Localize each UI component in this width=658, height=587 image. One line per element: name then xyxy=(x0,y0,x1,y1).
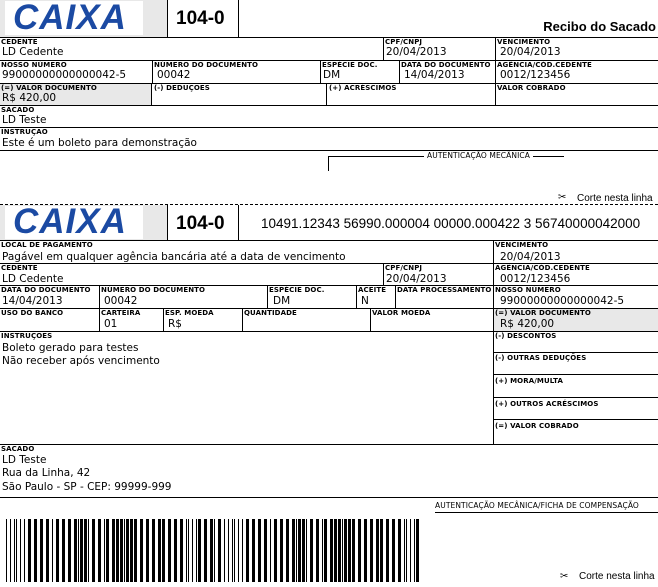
numero-doc-label-2: NÚMERO DO DOCUMENTO xyxy=(101,286,206,294)
cpf-value-2: 20/04/2013 xyxy=(386,273,447,285)
barcode-bar xyxy=(174,519,177,582)
barcode-bar xyxy=(192,519,193,582)
barcode-bar xyxy=(296,519,297,582)
valor-doc-value-2: R$ 420,00 xyxy=(500,318,555,330)
cedente-label: CEDENTE xyxy=(1,38,38,46)
barcode-bar xyxy=(322,519,323,582)
barcode-bar xyxy=(6,519,7,582)
barcode xyxy=(6,519,422,582)
barcode-bar xyxy=(24,519,25,582)
agencia-label-2: AGÊNCIA/CÓD.CEDENTE xyxy=(495,264,590,272)
barcode-bar xyxy=(348,519,351,582)
barcode-bar xyxy=(104,519,105,582)
barcode-bar xyxy=(16,519,17,582)
vencimento-value-2: 20/04/2013 xyxy=(500,251,561,263)
barcode-bar xyxy=(186,519,187,582)
barcode-bar xyxy=(84,519,87,582)
barcode-bar xyxy=(78,519,79,582)
barcode-bar xyxy=(214,519,215,582)
barcode-bar xyxy=(98,519,101,582)
barcode-bar xyxy=(74,519,77,582)
barcode-bar xyxy=(40,519,43,582)
esp-moeda-value: R$ xyxy=(168,318,182,330)
barcode-bar xyxy=(334,519,337,582)
barcode-bar xyxy=(380,519,383,582)
agencia-value-2: 0012/123456 xyxy=(500,273,571,285)
barcode-bar xyxy=(286,519,289,582)
instrucao-value: Este é um boleto para demonstração xyxy=(2,137,197,149)
barcode-bar xyxy=(376,519,379,582)
cpf-label-2: CPF/CNPJ xyxy=(385,264,423,272)
barcode-bar xyxy=(224,519,225,582)
barcode-bar xyxy=(242,519,243,582)
barcode-bar xyxy=(270,519,271,582)
data-documento-label-2: DATA DO DOCUMENTO xyxy=(1,286,91,294)
numero-doc-value: 00042 xyxy=(157,69,191,81)
barcode-bar xyxy=(338,519,341,582)
barcode-bar xyxy=(358,519,361,582)
barcode-bar xyxy=(52,519,53,582)
barcode-bar xyxy=(310,519,313,582)
caixa-logo-text: CAIXA xyxy=(13,1,127,35)
acrescimos-label: (+) ACRÉSCIMOS xyxy=(329,84,397,92)
agencia-label: AGÊNCIA/CÓD.CEDENTE xyxy=(497,61,592,69)
nosso-numero-label-2: NOSSO NÚMERO xyxy=(495,286,561,294)
uso-banco-label: USO DO BANCO xyxy=(1,309,64,317)
descontos-label: (-) DESCONTOS xyxy=(495,332,557,340)
barcode-bar xyxy=(34,519,37,582)
barcode-bar xyxy=(92,519,95,582)
local-pagamento-label: LOCAL DE PAGAMENTO xyxy=(1,241,93,249)
bank-code: 104-0 xyxy=(176,8,225,29)
cedente-label-2: CEDENTE xyxy=(1,264,38,272)
barcode-bar xyxy=(198,519,201,582)
vencimento-label: VENCIMENTO xyxy=(497,38,551,46)
numero-doc-label: NÚMERO DO DOCUMENTO xyxy=(154,61,259,69)
sacado-label-2: SACADO xyxy=(1,445,35,453)
barcode-bar xyxy=(130,519,133,582)
barcode-bar xyxy=(406,519,407,582)
outras-deducoes-label: (-) OUTRAS DEDUÇÕES xyxy=(495,354,587,362)
barcode-bar xyxy=(124,519,125,582)
nosso-numero-label: NOSSO NÚMERO xyxy=(1,61,67,69)
deducoes-label: (-) DEDUÇÕES xyxy=(154,84,210,92)
barcode-bar xyxy=(392,519,395,582)
sacado-nome: LD Teste xyxy=(2,454,47,466)
barcode-bar xyxy=(210,519,213,582)
especie-doc-value-2: DM xyxy=(273,295,291,307)
barcode-bar xyxy=(264,519,267,582)
barcode-bar xyxy=(228,519,229,582)
barcode-bar xyxy=(416,519,419,582)
cedente-value-2: LD Cedente xyxy=(2,273,64,285)
scissors-icon-2: ✂ xyxy=(560,571,569,582)
barcode-bar xyxy=(404,519,405,582)
barcode-bar xyxy=(252,519,255,582)
nosso-numero-value: 99000000000000042-5 xyxy=(2,69,127,81)
carteira-value: 01 xyxy=(104,318,118,330)
barcode-bar xyxy=(410,519,411,582)
aceite-label: ACEITE xyxy=(358,286,387,294)
barcode-bar xyxy=(306,519,307,582)
barcode-bar xyxy=(56,519,59,582)
barcode-bar xyxy=(280,519,283,582)
instrucao-label: INSTRUÇÃO xyxy=(1,128,48,136)
autenticacao-ficha-label: AUTENTICAÇÃO MECÂNICA/FICHA DE COMPENSAÇÃO xyxy=(435,501,639,510)
scissors-icon: ✂ xyxy=(558,192,567,203)
barcode-bar xyxy=(370,519,373,582)
barcode-bar xyxy=(62,519,65,582)
barcode-bar xyxy=(398,519,401,582)
agencia-value: 0012/123456 xyxy=(500,69,571,81)
barcode-bar xyxy=(134,519,137,582)
valor-cobrado-label: VALOR COBRADO xyxy=(497,84,566,92)
barcode-bar xyxy=(88,519,89,582)
barcode-bar xyxy=(342,519,343,582)
sacado-label: SACADO xyxy=(1,106,35,114)
sacado-cidade: São Paulo - SP - CEP: 99999-999 xyxy=(2,481,172,493)
data-processamento-label: DATA PROCESSAMENTO xyxy=(397,286,492,294)
instrucao-line-2: Não receber após vencimento xyxy=(2,355,160,367)
barcode-bar xyxy=(352,519,355,582)
barcode-bar xyxy=(204,519,207,582)
mora-multa-label: (+) MORA/MULTA xyxy=(495,377,563,385)
barcode-bar xyxy=(80,519,83,582)
barcode-bar xyxy=(162,519,165,582)
barcode-bar xyxy=(126,519,129,582)
barcode-bar xyxy=(28,519,31,582)
barcode-bar xyxy=(302,519,305,582)
barcode-bar xyxy=(414,519,415,582)
barcode-bar xyxy=(14,519,15,582)
barcode-bar xyxy=(180,519,183,582)
cpf-label: CPF/CNPJ xyxy=(385,38,423,46)
barcode-bar xyxy=(292,519,295,582)
especie-doc-label-2: ESPÉCIE DOC. xyxy=(269,286,325,294)
quantidade-label: QUANTIDADE xyxy=(244,309,297,317)
caixa-logo-2 xyxy=(5,206,143,239)
barcode-bar xyxy=(344,519,347,582)
vencimento-value: 20/04/2013 xyxy=(500,46,561,58)
numero-doc-value-2: 00042 xyxy=(104,295,138,307)
vencimento-label-2: VENCIMENTO xyxy=(495,241,549,249)
sacado-endereco: Rua da Linha, 42 xyxy=(2,467,91,479)
barcode-bar xyxy=(158,519,161,582)
linha-digitavel: 10491.12343 56990.000004 00000.000422 3 56740000042000 xyxy=(261,216,641,231)
bank-code-2: 104-0 xyxy=(176,213,225,234)
valor-moeda-label: VALOR MOEDA xyxy=(372,309,431,317)
barcode-bar xyxy=(234,519,235,582)
barcode-bar xyxy=(246,519,249,582)
especie-doc-label: ESPÉCIE DOC. xyxy=(322,61,378,69)
caixa-logo xyxy=(5,1,143,35)
barcode-bar xyxy=(20,519,21,582)
barcode-bar xyxy=(316,519,319,582)
barcode-bar xyxy=(106,519,109,582)
barcode-bar xyxy=(68,519,71,582)
barcode-bar xyxy=(386,519,389,582)
caixa-logo-text-2: CAIXA xyxy=(13,206,127,239)
data-documento-label: DATA DO DOCUMENTO xyxy=(401,61,491,69)
corte-label-2: Corte nesta linha xyxy=(579,571,655,582)
barcode-bar xyxy=(324,519,327,582)
barcode-bar xyxy=(46,519,49,582)
barcode-bar xyxy=(330,519,333,582)
cpf-value: 20/04/2013 xyxy=(386,46,447,58)
carteira-label: CARTEIRA xyxy=(101,309,141,317)
barcode-bar xyxy=(120,519,123,582)
barcode-bar xyxy=(146,519,149,582)
barcode-bar xyxy=(112,519,115,582)
valor-cobrado-label-2: (=) VALOR COBRADO xyxy=(495,422,579,430)
barcode-bar xyxy=(168,519,171,582)
valor-doc-value: R$ 420,00 xyxy=(2,92,57,104)
cedente-value: LD Cedente xyxy=(2,46,64,58)
data-documento-value: 14/04/2013 xyxy=(404,69,465,81)
barcode-bar xyxy=(140,519,143,582)
corte-label: Corte nesta linha xyxy=(577,193,653,204)
esp-moeda-label: ESP. MOEDA xyxy=(165,309,214,317)
nosso-numero-value-2: 99000000000000042-5 xyxy=(500,295,625,307)
autenticacao-label: AUTENTICAÇÃO MECÂNICA xyxy=(424,152,533,160)
barcode-bar xyxy=(218,519,221,582)
barcode-bar xyxy=(152,519,155,582)
instrucoes-label: INSTRUÇÕES xyxy=(1,332,53,340)
recibo-title: Recibo do Sacado xyxy=(543,19,656,34)
barcode-bar xyxy=(116,519,119,582)
barcode-bar xyxy=(274,519,277,582)
instrucao-line-1: Boleto gerado para testes xyxy=(2,342,139,354)
sacado-value: LD Teste xyxy=(2,114,47,126)
barcode-bar xyxy=(232,519,233,582)
valor-doc-label-2: (=) VALOR DOCUMENTO xyxy=(495,309,591,317)
barcode-bar xyxy=(238,519,239,582)
especie-doc-value: DM xyxy=(323,69,341,81)
valor-doc-label: (=) VALOR DOCUMENTO xyxy=(1,84,97,92)
data-documento-value-2: 14/04/2013 xyxy=(2,295,63,307)
barcode-bar xyxy=(196,519,197,582)
outros-acrescimos-label: (+) OUTROS ACRÉSCIMOS xyxy=(495,400,599,408)
barcode-bar xyxy=(364,519,367,582)
barcode-bar xyxy=(10,519,11,582)
local-pagamento-value: Pagável em qualquer agência bancária até a data de vencimento xyxy=(2,251,346,263)
barcode-bar xyxy=(298,519,301,582)
barcode-bar xyxy=(188,519,189,582)
aceite-value: N xyxy=(361,295,369,307)
barcode-bar xyxy=(258,519,261,582)
